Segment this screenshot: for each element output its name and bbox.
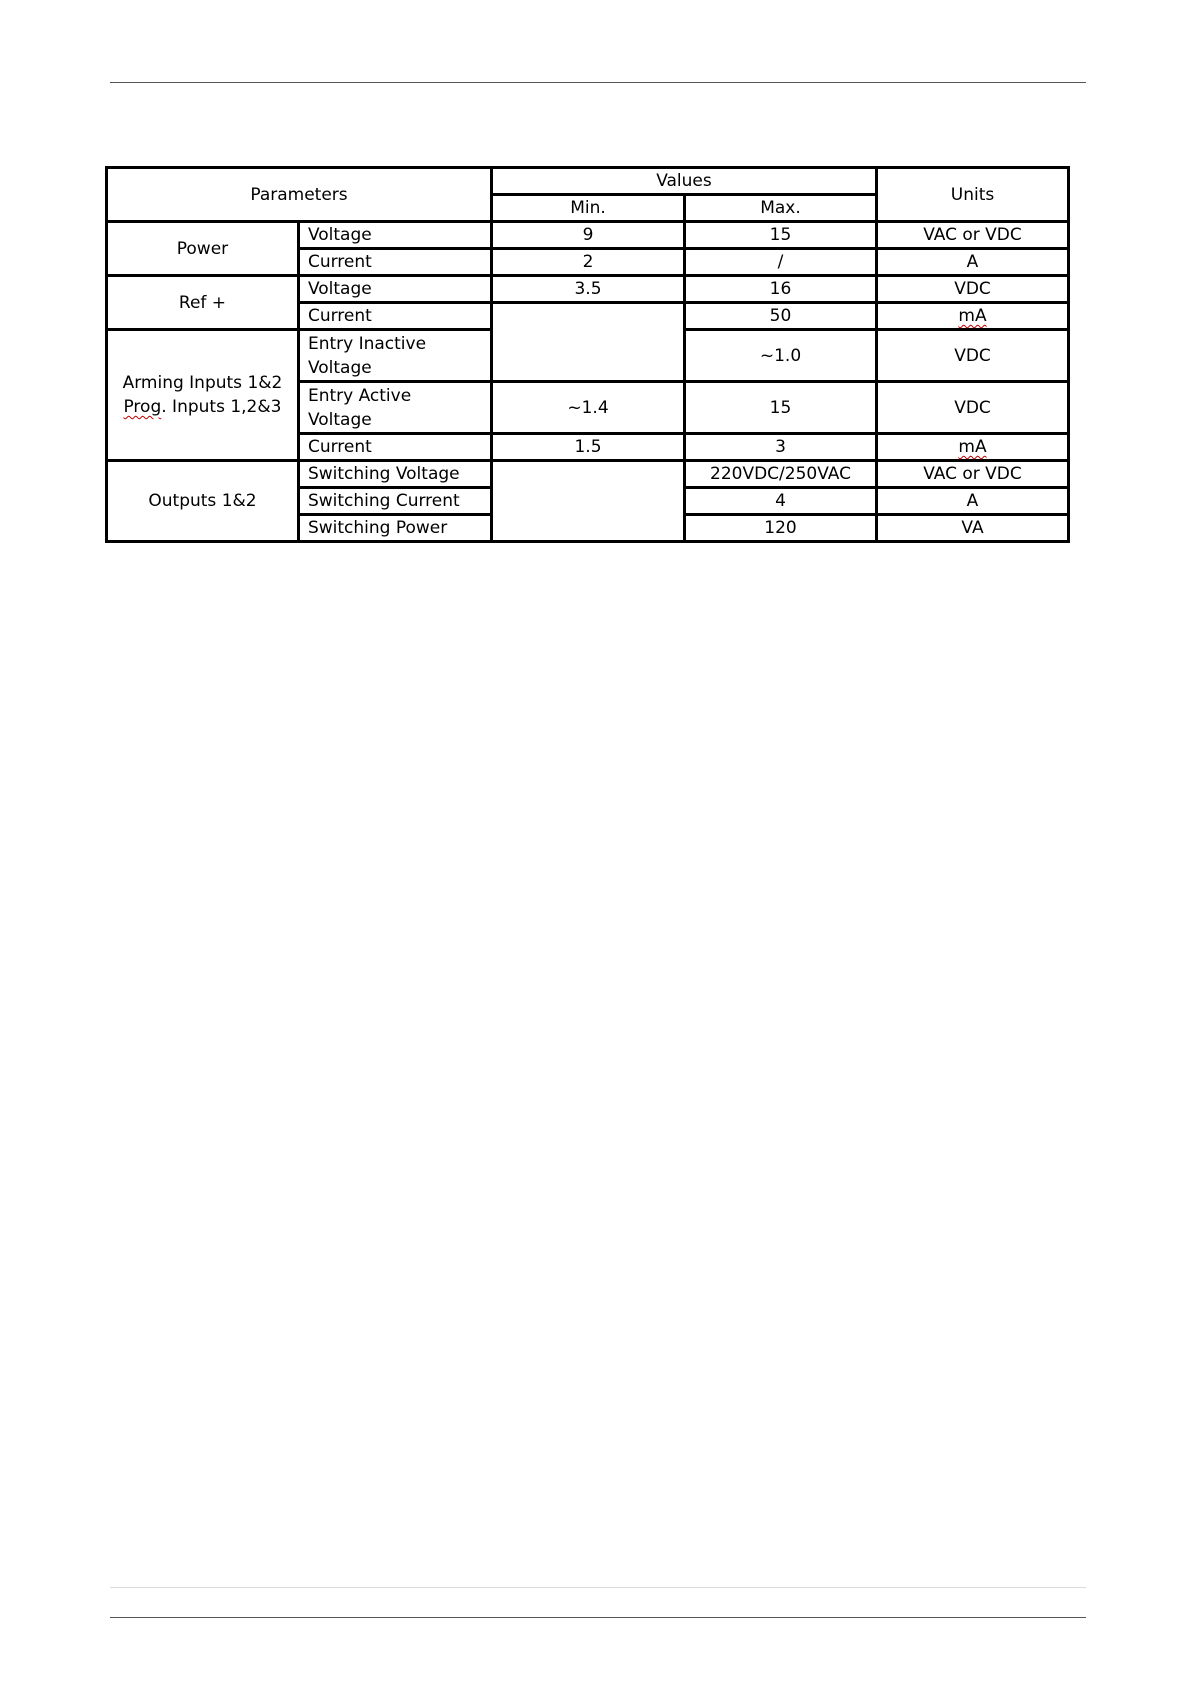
group-inputs	[107, 330, 299, 461]
header-parameters: Parameters	[107, 168, 492, 222]
max-cell: 3	[685, 434, 877, 461]
table-row	[107, 276, 1069, 303]
group-ref: Ref +	[107, 276, 299, 330]
param-cell: Switching Voltage	[298, 461, 491, 488]
min-cell-empty	[491, 461, 684, 542]
unit-cell: A	[876, 249, 1068, 276]
param-cell: Switching Power	[298, 515, 491, 542]
group-inputs-line2	[116, 395, 289, 419]
max-cell: 15	[685, 382, 877, 434]
unit-cell: A	[876, 488, 1068, 515]
group-inputs-line1: Arming Inputs 1&2	[122, 373, 283, 393]
header-min: Min.	[491, 195, 684, 222]
header-max: Max.	[685, 195, 877, 222]
param-line: Voltage	[307, 357, 372, 378]
group-inputs-prog: Prog	[123, 397, 162, 417]
param-line: Entry Active	[307, 385, 412, 406]
min-cell: 9	[491, 222, 684, 249]
param-cell	[298, 382, 491, 434]
unit-text: mA	[958, 437, 987, 457]
group-power: Power	[107, 222, 299, 276]
min-cell: ~1.4	[491, 382, 684, 434]
param-cell: Voltage	[298, 276, 491, 303]
unit-cell: VDC	[876, 382, 1068, 434]
group-outputs: Outputs 1&2	[107, 461, 299, 542]
group-inputs-rest: . Inputs 1,2&3	[161, 397, 282, 417]
unit-cell: VDC	[876, 276, 1068, 303]
header-rule	[110, 82, 1086, 83]
max-cell: 120	[685, 515, 877, 542]
table-row	[107, 222, 1069, 249]
table-row	[107, 461, 1069, 488]
max-cell: 220VDC/250VAC	[685, 461, 877, 488]
min-cell: 1.5	[491, 434, 684, 461]
max-cell: /	[685, 249, 877, 276]
param-cell: Voltage	[298, 222, 491, 249]
param-cell: Current	[298, 249, 491, 276]
max-cell: 15	[685, 222, 877, 249]
param-line: Entry Inactive	[307, 333, 427, 354]
min-cell: 3.5	[491, 276, 684, 303]
header-values: Values	[491, 168, 876, 195]
unit-cell: VAC or VDC	[876, 461, 1068, 488]
min-cell-empty	[491, 303, 684, 382]
specifications-table	[105, 166, 1070, 543]
table-header-row	[107, 168, 1069, 195]
footer-rule	[110, 1617, 1086, 1618]
param-cell: Switching Current	[298, 488, 491, 515]
unit-cell	[876, 434, 1068, 461]
unit-cell: VA	[876, 515, 1068, 542]
unit-cell: VAC or VDC	[876, 222, 1068, 249]
param-cell: Current	[298, 434, 491, 461]
max-cell: ~1.0	[685, 330, 877, 382]
unit-cell: VDC	[876, 330, 1068, 382]
min-cell: 2	[491, 249, 684, 276]
footer-light-rule	[110, 1587, 1086, 1588]
unit-text: mA	[958, 306, 987, 326]
header-units: Units	[876, 168, 1068, 222]
param-cell: Current	[298, 303, 491, 330]
param-cell	[298, 330, 491, 382]
max-cell: 4	[685, 488, 877, 515]
param-line: Voltage	[307, 409, 372, 430]
max-cell: 16	[685, 276, 877, 303]
unit-cell	[876, 303, 1068, 330]
max-cell: 50	[685, 303, 877, 330]
